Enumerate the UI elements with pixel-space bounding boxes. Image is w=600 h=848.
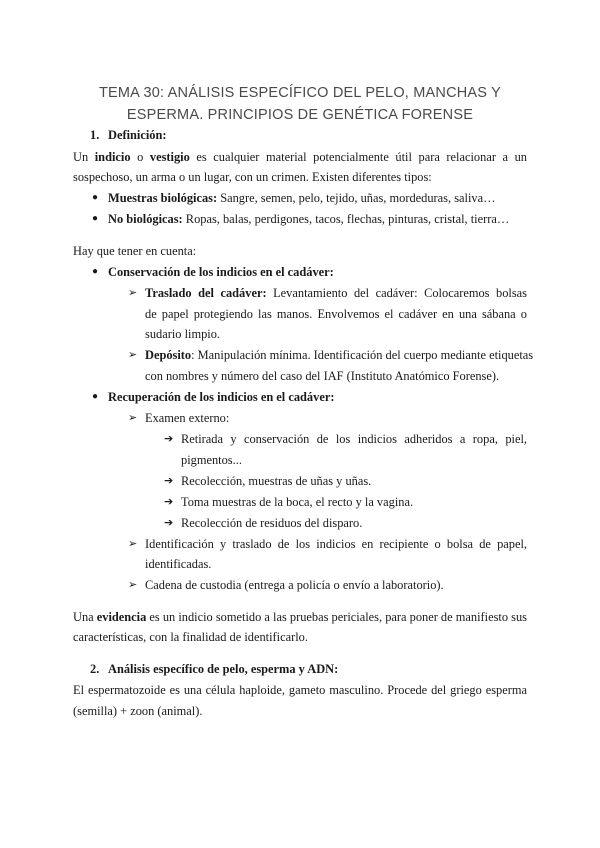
traslado-line-2: de papel protegiendo las manos. Envolvemos el cadáver en una sábana o <box>145 307 527 321</box>
recovery-heading: Recuperación de los indicios en el cadáver: <box>108 390 335 404</box>
arrow-right-icon: ➔ <box>164 474 174 487</box>
term-indicio: indicio <box>94 150 131 164</box>
definition-line-2: sospechoso, un arma o un lugar, con un crimen. Existen diferentes tipos: <box>73 170 432 184</box>
residuos-text: Recolección de residuos del disparo. <box>181 516 363 530</box>
deposito-line-2: con nombres y número del caso del IAF (Instituto Anatómico Forense). <box>145 369 500 383</box>
arrowhead-icon: ➢ <box>128 578 138 591</box>
bullet-icon: ● <box>92 391 99 402</box>
arrow-right-icon: ➔ <box>164 495 174 508</box>
retirada-line-2: pigmentos... <box>181 453 242 467</box>
definition-line-1: Un indicio o vestigio es cualquier material potencialmente útil para relacionar a un <box>73 150 527 164</box>
identificacion-line-2: identificadas. <box>145 557 212 571</box>
evidence-line-2: características, con la finalidad de identificarlo. <box>73 630 308 644</box>
section-1-number: 1. <box>90 128 100 142</box>
exam-text: Examen externo: <box>145 411 230 425</box>
retirada-line-1: Retirada y conservación de los indicios adheridos a ropa, piel, <box>181 432 527 446</box>
section-1-heading: Definición: <box>108 128 167 142</box>
conservation-heading: Conservación de los indicios en el cadáver: <box>108 265 334 279</box>
section-2-number: 2. <box>90 662 100 676</box>
list-item-biologicas: Muestras biológicas: Sangre, semen, pelo, tejido, uñas, mordeduras, saliva… <box>108 191 496 205</box>
bullet-icon: ● <box>92 266 99 277</box>
section-2-heading: Análisis específico de pelo, esperma y ADN: <box>108 662 339 676</box>
title-line-1: TEMA 30: ANÁLISIS ESPECÍFICO DEL PELO, MANCHAS Y <box>98 84 502 101</box>
consider-text: Hay que tener en cuenta: <box>73 244 197 258</box>
sperm-line-1: El espermatozoide es una célula haploide, gameto masculino. Procede del griego esperma <box>73 683 527 697</box>
recoleccion-text: Recolección, muestras de uñas y uñas. <box>181 474 372 488</box>
arrowhead-icon: ➢ <box>128 537 138 550</box>
bullet-icon: ● <box>92 213 99 224</box>
arrowhead-icon: ➢ <box>128 411 138 424</box>
traslado-line-3: sudario limpio. <box>145 327 221 341</box>
arrowhead-icon: ➢ <box>128 286 138 299</box>
page-title <box>60 82 540 126</box>
arrow-right-icon: ➔ <box>164 432 174 445</box>
title-line-2: ESPERMA. PRINCIPIOS DE GENÉTICA FORENSE <box>126 106 474 123</box>
term-vestigio: vestigio <box>149 150 190 164</box>
traslado-line-1: Traslado del cadáver: Levantamiento del cadáver: Colocaremos bolsas <box>145 286 527 300</box>
deposito-line-1: Depósito: Manipulación mínima. Identificación del cuerpo mediante etiquetas <box>145 348 534 362</box>
evidence-line-1: Una evidencia es un indicio sometido a las pruebas periciales, para poner de manifiesto sus <box>73 610 527 624</box>
bullet-icon: ● <box>92 192 99 203</box>
arrow-right-icon: ➔ <box>164 516 174 529</box>
arrowhead-icon: ➢ <box>128 348 138 361</box>
identificacion-line-1: Identificación y traslado de los indicios en recipiente o bolsa de papel, <box>145 537 527 551</box>
list-item-no-biologicas: No biológicas: Ropas, balas, perdigones, tacos, flechas, pinturas, cristal, tierra… <box>108 212 510 226</box>
toma-text: Toma muestras de la boca, el recto y la vagina. <box>181 495 414 509</box>
custodia-text: Cadena de custodia (entrega a policía o envío a laboratorio). <box>145 578 444 592</box>
sperm-line-2: (semilla) + zoon (animal). <box>73 704 203 718</box>
term-evidencia: evidencia <box>96 610 147 624</box>
